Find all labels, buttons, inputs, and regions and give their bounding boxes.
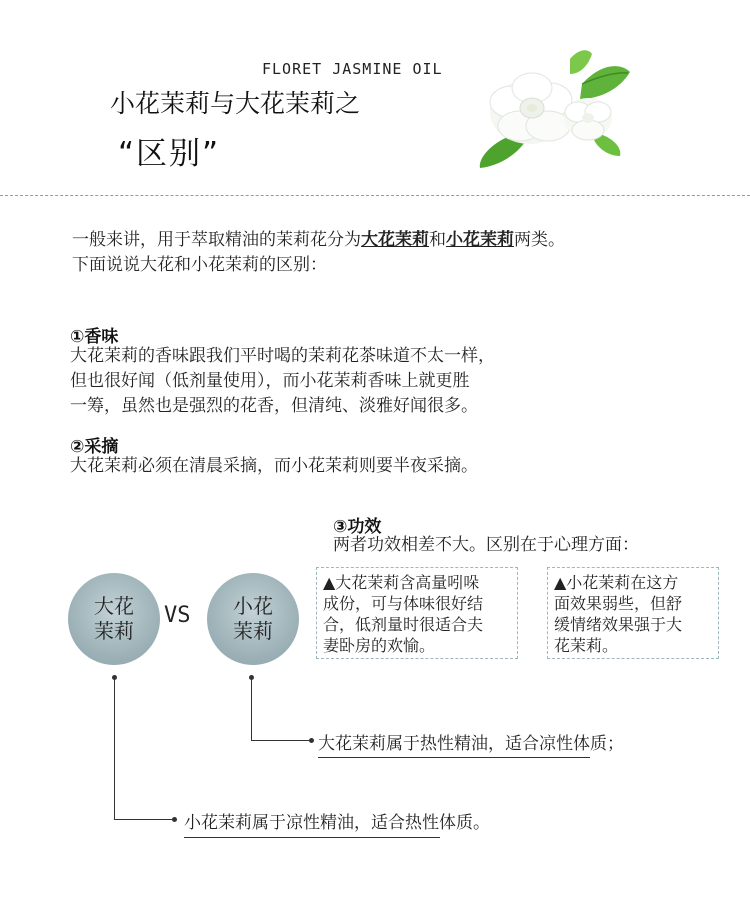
small-jasmine-effect-box <box>547 567 719 659</box>
picking-line: 大花茉莉必须在清晨采摘，而小花茉莉则要半夜采摘。 <box>70 456 478 476</box>
statement-underline <box>184 837 440 838</box>
box-line: ▲小花茉莉在这方 <box>554 573 679 592</box>
section-aroma-body <box>70 344 495 419</box>
connector-line <box>114 819 174 820</box>
section-divider <box>0 195 750 196</box>
statement-underline <box>318 757 590 758</box>
box-line: 合，低剂量时很适合夫 <box>323 615 484 634</box>
section-picking-body <box>70 454 478 479</box>
section-picking-title: ②采摘 <box>70 437 119 457</box>
connector-line <box>251 677 252 741</box>
english-subtitle: FLORET JASMINE OIL <box>262 60 443 78</box>
connector-dot <box>309 738 314 743</box>
intro-line-2: 下面说说大花和小花茉莉的区别： <box>72 255 327 275</box>
big-jasmine-effect-box <box>316 567 518 659</box>
box-line: 成份，可与体味很好结 <box>323 594 484 613</box>
intro-text <box>72 228 565 278</box>
big-jasmine-statement: 大花茉莉属于热性精油，适合凉性体质； <box>318 734 624 754</box>
circle-label: 茉莉 <box>94 619 134 643</box>
big-jasmine-highlight: 大花茉莉 <box>361 230 429 250</box>
effect-line: 两者功效相差不大。区别在于心理方面： <box>333 535 639 555</box>
page-title-highlight: “区别” <box>118 136 221 172</box>
small-jasmine-circle <box>207 573 299 665</box>
circle-label: 小花 <box>233 594 273 618</box>
section-effect-body <box>333 533 639 558</box>
aroma-line: 大花茉莉的香味跟我们平时喝的茉莉花茶味道不太一样， <box>70 346 495 366</box>
section-effect-title: ③功效 <box>333 517 382 537</box>
connector-line <box>114 677 115 820</box>
box-line: 面效果弱些，但舒 <box>554 594 683 613</box>
small-jasmine-highlight: 小花茉莉 <box>446 230 514 250</box>
connector-line <box>251 740 311 741</box>
circle-label: 茉莉 <box>233 619 273 643</box>
jasmine-flower-icon <box>470 44 635 174</box>
small-jasmine-statement: 小花茉莉属于凉性精油，适合热性体质。 <box>184 813 490 833</box>
box-line: 妻卧房的欢愉。 <box>323 636 436 655</box>
aroma-line: 一筹，虽然也是强烈的花香，但清纯、淡雅好闻很多。 <box>70 396 478 416</box>
intro-line-1: 一般来讲，用于萃取精油的茉莉花分为大花茉莉和小花茉莉两类。 <box>72 230 565 250</box>
box-line: 缓情绪效果强于大 <box>554 615 683 634</box>
big-jasmine-circle <box>68 573 160 665</box>
page-title: 小花茉莉与大花茉莉之 <box>110 89 361 118</box>
connector-dot <box>172 817 177 822</box>
vs-label: VS <box>164 603 191 628</box>
circle-label: 大花 <box>94 594 134 618</box>
aroma-line: 但也很好闻（低剂量使用），而小花茉莉香味上就更胜 <box>70 371 470 391</box>
section-aroma-title: ①香味 <box>70 327 119 347</box>
box-line: 花茉莉。 <box>554 636 619 655</box>
box-line: ▲大花茉莉含高量吲哚 <box>323 573 480 592</box>
